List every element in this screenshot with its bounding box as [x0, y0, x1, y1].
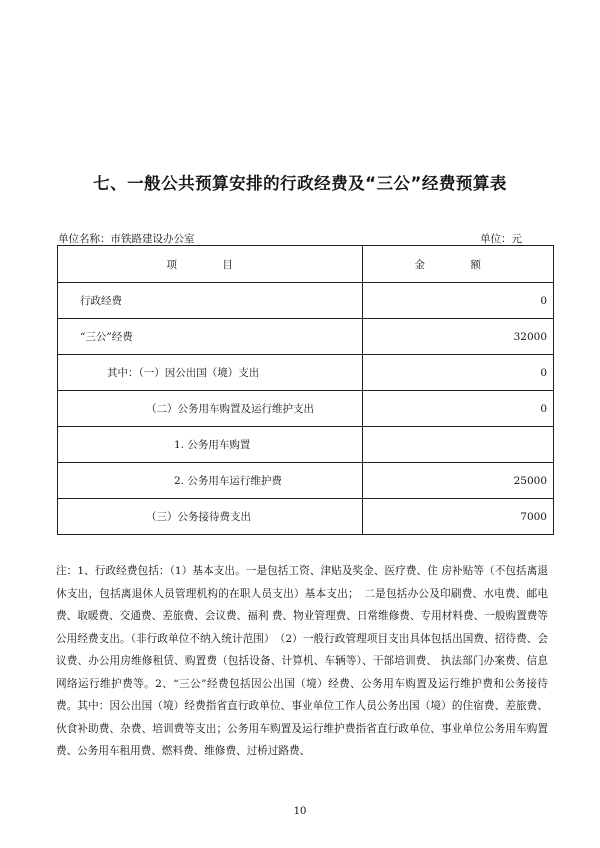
row-label: 行政经费	[58, 283, 363, 319]
budget-table	[57, 245, 554, 535]
currency-unit: 单位：元	[480, 233, 522, 245]
row-amount: 0	[363, 391, 554, 427]
row-label: （二）公务用车购置及运行维护支出	[58, 391, 363, 427]
page-number: 10	[293, 806, 307, 817]
table-row	[58, 427, 554, 463]
table-row	[58, 499, 554, 535]
table-row	[58, 283, 554, 319]
row-label: 1. 公务用车购置	[58, 427, 363, 463]
table-row	[58, 391, 554, 427]
row-amount: 32000	[363, 319, 554, 355]
row-amount: 7000	[363, 499, 554, 535]
table-row	[58, 319, 554, 355]
table-row	[58, 463, 554, 499]
row-amount: 25000	[363, 463, 554, 499]
footnote: 注：1、行政经费包括：（1）基本支出。一是包括工资、津贴及奖金、医疗费、住 房补贴等（不包括离退休支出，包括离退休人员管理机构的在职人员支出）基本支出； 二是包括办公及印刷费、水电费、邮电费、取暖费、交通费、差旅费、会议费、福利 费、物业管理费、日常维修费、专用材料费、一般购置费等公用经费支出。（非行政单位不纳入统计范围） （2）一般行政管理项目支出具体包括出国费、招待费、会议费、办公用房维修租赁、购置费（包括设备、计算机、车辆等）、干部培训费、 执法部门办案费、信息网络运行维护费等。2、“三公”经费包括因公出国（境）经费、公务用车购置及运行维护费和公务接待费。其中：因公出国（境）经费指省直行政单位、事业单位工作人员公务出国（境）的住宿费、差旅费、伙食补助费、杂费、培训费等支出；公务用车购置及运行维护费指省直行政单位、事业单位公务用车购置费、公务用车租用费、燃料费、维修费、过桥过路费、	[56, 565, 548, 757]
row-amount: 0	[363, 283, 554, 319]
row-label: “三公”经费	[58, 319, 363, 355]
unit-name: 单位名称：市铁路建设办公室	[58, 233, 195, 245]
table-header-row	[58, 246, 554, 283]
row-label: 其中：（一）因公出国（境）支出	[58, 355, 363, 391]
table-row	[58, 355, 554, 391]
page-title: 七、一般公共预算安排的行政经费及“三公”经费预算表	[93, 174, 507, 193]
row-amount: 0	[363, 355, 554, 391]
header-item: 项 目	[58, 246, 363, 283]
row-label: （三）公务接待费支出	[58, 499, 363, 535]
header-amount: 金 额	[363, 246, 554, 283]
row-label: 2. 公务用车运行维护费	[58, 463, 363, 499]
row-amount	[363, 427, 554, 463]
